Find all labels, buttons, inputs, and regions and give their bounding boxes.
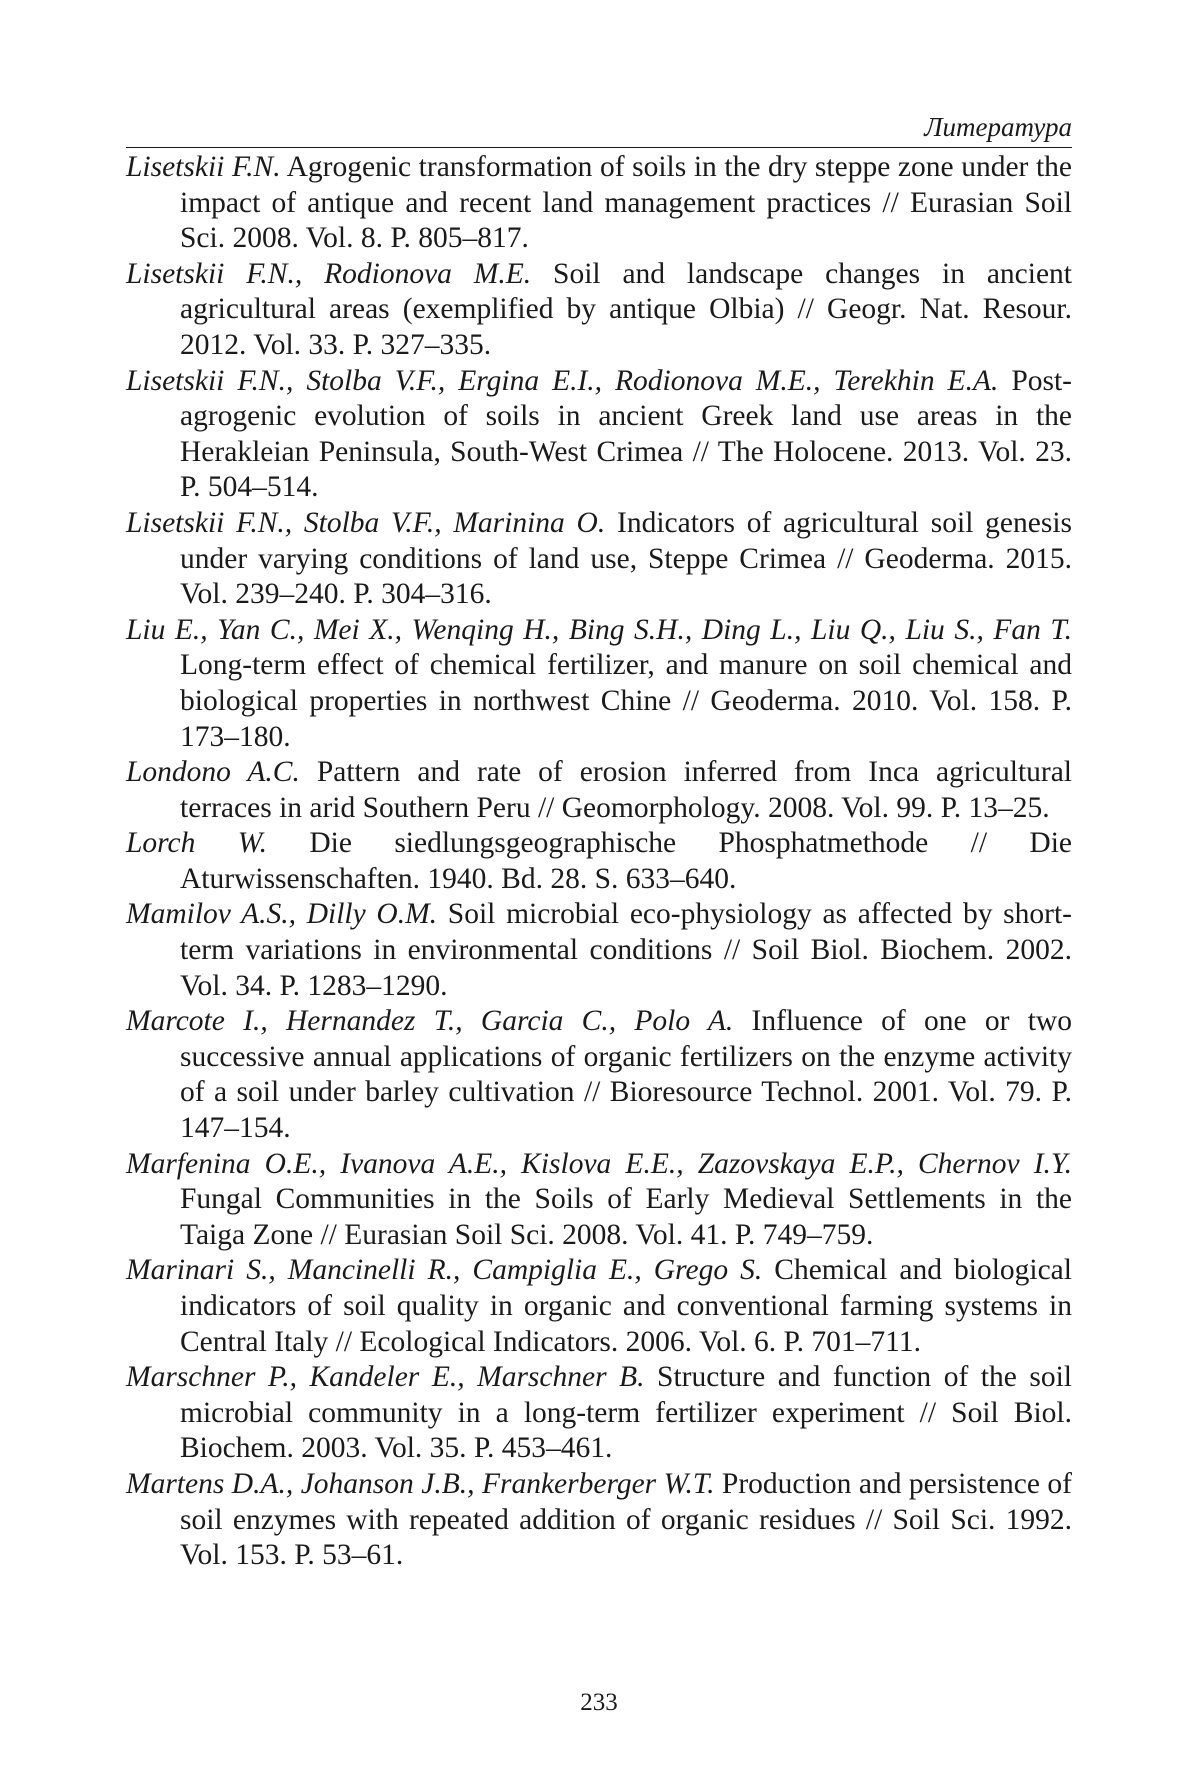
reference-entry: [126, 364, 1072, 506]
reference-text: Agrogenic transformation of soils in the dry steppe zone under the impact of antique and recent land management practices // Eurasian Soil Sci. 2008. Vol. 8. P. 805–817.: [180, 151, 1072, 255]
reference-entry: [126, 826, 1072, 897]
reference-authors: Liu E., Yan C., Mei X., Wenqing H., Bing S.H., Ding L., Liu Q., Liu S., Fan T.: [126, 613, 1072, 646]
reference-entry: [126, 897, 1072, 1004]
reference-text: Indicators of agricultural soil genesis under varying conditions of land use, Steppe Crimea // Geoderma. 2015. Vol. 239–240. P. 304–316.: [180, 506, 1072, 611]
reference-text: Fungal Communities in the Soils of Early Medieval Settlements in the Taiga Zone // Eurasian Soil Sci. 2008. Vol. 41. P. 749–759.: [180, 1183, 1072, 1251]
reference-authors: Marcote I., Hernandez T., Garcia C., Polo A.: [126, 1005, 734, 1038]
reference-entry: [126, 613, 1072, 755]
reference-authors: Lisetskii F.N., Stolba V.F., Ergina E.I., Rodionova M.E., Terekhin E.A.: [126, 364, 999, 397]
book-page: [126, 110, 1072, 1750]
reference-authors: Marinari S., Mancinelli R., Campiglia E., Grego S.: [126, 1254, 763, 1287]
reference-entry: [126, 257, 1072, 364]
reference-text: Die siedlungsgeographische Phosphatmethode // Die Aturwissenschaften. 1940. Bd. 28. S. 633–640.: [180, 827, 1072, 895]
reference-entry: [126, 1467, 1072, 1574]
reference-entry: [126, 755, 1072, 826]
reference-text: Soil and landscape changes in ancient agricultural areas (exemplified by antique Olbia) // Geogr. Nat. Resour. 2012. Vol. 33. P. 327–335.: [180, 257, 1072, 361]
reference-entry: [126, 506, 1072, 613]
reference-text: Pattern and rate of erosion inferred from Inca agricultural terraces in arid Southern Peru // Geomorphology. 2008. Vol. 99. P. 13–25.: [180, 756, 1072, 824]
running-head: Литература: [126, 110, 1072, 148]
reference-authors: Lisetskii F.N., Rodionova M.E.: [126, 257, 532, 290]
reference-authors: Londono A.C.: [126, 756, 300, 789]
reference-text: Soil microbial eco-physiology as affected by short-term variations in environmental conditions // Soil Biol. Biochem. 2002. Vol. 34. P. 1283–1290.: [180, 898, 1072, 1002]
reference-authors: Martens D.A., Johanson J.B., Frankerberger W.T.: [126, 1467, 715, 1500]
reference-authors: Marfenina O.E., Ivanova A.E., Kislova E.E., Zazovskaya E.P., Chernov I.Y.: [126, 1147, 1072, 1180]
reference-text: Long-term effect of chemical fertilizer, and manure on soil chemical and biological properties in northwest Chine // Geoderma. 2010. Vol. 158. P. 173–180.: [180, 649, 1072, 753]
reference-text: Influence of one or two successive annual applications of organic fertilizers on the enzyme activity of a soil under barley cultivation // Bioresource Technol. 2001. Vol. 79. P. 147–154.: [180, 1005, 1072, 1145]
reference-authors: Lorch W.: [126, 827, 267, 860]
reference-entry: [126, 150, 1072, 257]
reference-entry: [126, 1004, 1072, 1146]
reference-text: Structure and function of the soil microbial community in a long-term fertilizer experiment // Soil Biol. Biochem. 2003. Vol. 35. P. 453–461.: [180, 1361, 1073, 1465]
page-number: 233: [580, 1689, 618, 1716]
reference-entry: [126, 1147, 1072, 1254]
reference-entry: [126, 1253, 1072, 1360]
reference-list: [126, 150, 1072, 1574]
reference-text: Chemical and biological indicators of soil quality in organic and conventional farming systems in Central Italy // Ecological Indicators. 2006. Vol. 6. P. 701–711.: [180, 1254, 1072, 1358]
reference-authors: Marschner P., Kandeler E., Marschner B.: [126, 1361, 645, 1394]
reference-authors: Lisetskii F.N., Stolba V.F., Marinina O.: [126, 506, 606, 539]
reference-authors: Lisetskii F.N.: [126, 151, 281, 183]
reference-text: Post-agrogenic evolution of soils in ancient Greek land use areas in the Herakleian Peninsula, South-West Crimea // The Holocene. 2013. Vol. 23. P. 504–514.: [180, 364, 1072, 504]
reference-entry: [126, 1360, 1072, 1467]
reference-authors: Mamilov A.S., Dilly O.M.: [126, 898, 438, 931]
reference-text: Production and persistence of soil enzymes with repeated addition of organic residues // Soil Sci. 1992. Vol. 153. P. 53–61.: [180, 1467, 1073, 1572]
